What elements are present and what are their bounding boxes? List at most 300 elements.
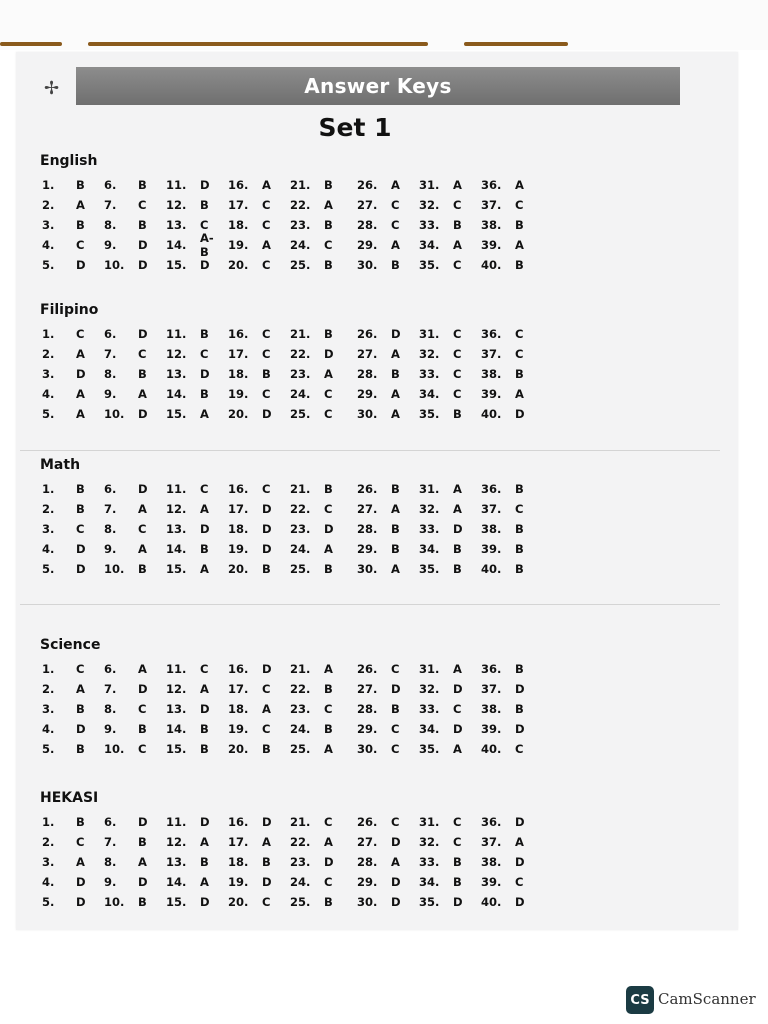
answer-letter: B: [515, 522, 524, 536]
answer-item: [40, 235, 102, 255]
answer-letter: B: [453, 407, 462, 421]
question-number: 38.: [481, 855, 502, 869]
answer-item: [164, 679, 226, 699]
answer-letter: C: [324, 387, 333, 401]
answer-item: [102, 255, 164, 275]
question-number: 15.: [166, 562, 187, 576]
question-number: 21.: [290, 327, 311, 341]
answer-letter: A: [200, 875, 209, 889]
answer-item: [417, 519, 479, 539]
question-number: 33.: [419, 855, 440, 869]
answer-letter: D: [138, 482, 148, 496]
question-number: 15.: [166, 895, 187, 909]
answer-item: [355, 852, 417, 872]
answer-item: [40, 699, 102, 719]
answer-item: [102, 235, 164, 255]
answer-letter: B: [515, 482, 524, 496]
question-number: 38.: [481, 367, 502, 381]
answer-item: [355, 195, 417, 215]
section-english: [40, 153, 560, 275]
answer-item: [288, 539, 355, 559]
answer-letter: B: [200, 327, 209, 341]
answer-item: [102, 404, 164, 424]
answer-item: [479, 679, 541, 699]
question-number: 18.: [228, 702, 249, 716]
question-number: 39.: [481, 722, 502, 736]
question-number: 23.: [290, 522, 311, 536]
question-number: 19.: [228, 542, 249, 556]
question-number: 14.: [166, 387, 187, 401]
question-number: 31.: [419, 327, 440, 341]
tape-strip: [0, 42, 62, 46]
question-number: 14.: [166, 875, 187, 889]
question-number: 30.: [357, 258, 378, 272]
question-number: 11.: [166, 662, 187, 676]
answer-letter: C: [262, 387, 271, 401]
question-number: 33.: [419, 522, 440, 536]
answer-item: [226, 872, 288, 892]
question-number: 2.: [42, 502, 55, 516]
answer-letter: D: [515, 815, 525, 829]
answer-letter: A: [453, 662, 462, 676]
question-number: 15.: [166, 407, 187, 421]
answer-grid: [40, 175, 560, 275]
answer-item: [164, 519, 226, 539]
answer-letter: C: [262, 482, 271, 496]
answer-letter: D: [324, 522, 334, 536]
answer-letter: C: [138, 702, 147, 716]
question-number: 25.: [290, 562, 311, 576]
answer-letter: B: [76, 702, 85, 716]
answer-letter: A: [324, 198, 333, 212]
answer-item: [40, 852, 102, 872]
answer-letter: C: [262, 682, 271, 696]
answer-item: [355, 519, 417, 539]
answer-item: [288, 215, 355, 235]
question-number: 21.: [290, 815, 311, 829]
answer-item: [164, 832, 226, 852]
answer-letter: B: [515, 702, 524, 716]
set-title: Set 1: [318, 113, 392, 142]
question-number: 8.: [104, 522, 117, 536]
answer-letter: D: [515, 855, 525, 869]
answer-item: [102, 559, 164, 579]
question-number: 9.: [104, 875, 117, 889]
question-number: 22.: [290, 347, 311, 361]
answer-letter: B: [262, 562, 271, 576]
answer-item: [102, 659, 164, 679]
answer-item: [479, 344, 541, 364]
question-number: 3.: [42, 367, 55, 381]
question-number: 26.: [357, 482, 378, 496]
answer-letter: D: [200, 522, 210, 536]
question-number: 40.: [481, 562, 502, 576]
question-number: 12.: [166, 198, 187, 212]
question-number: 11.: [166, 178, 187, 192]
answer-item: [288, 812, 355, 832]
answer-item: [40, 195, 102, 215]
answer-item: [226, 719, 288, 739]
question-number: 30.: [357, 562, 378, 576]
answer-letter: D: [138, 875, 148, 889]
question-number: 1.: [42, 815, 55, 829]
answer-letter: C: [391, 815, 400, 829]
question-number: 6.: [104, 482, 117, 496]
answer-item: [226, 479, 288, 499]
answer-letter: A: [76, 347, 85, 361]
question-number: 10.: [104, 258, 125, 272]
question-number: 6.: [104, 327, 117, 341]
answer-item: [40, 559, 102, 579]
answer-letter: D: [391, 682, 401, 696]
question-number: 5.: [42, 562, 55, 576]
answer-letter: A: [515, 238, 524, 252]
answer-item: [164, 344, 226, 364]
question-number: 19.: [228, 238, 249, 252]
answer-item: [226, 539, 288, 559]
answer-letter: A: [391, 347, 400, 361]
question-number: 32.: [419, 502, 440, 516]
question-number: 22.: [290, 835, 311, 849]
question-number: 4.: [42, 875, 55, 889]
answer-item: [164, 195, 226, 215]
answer-item: [40, 519, 102, 539]
answer-item: [417, 559, 479, 579]
question-number: 28.: [357, 218, 378, 232]
section-title: Math: [40, 457, 81, 473]
question-number: 16.: [228, 178, 249, 192]
answer-item: [355, 872, 417, 892]
answer-letter: C: [262, 218, 271, 232]
answer-item: [40, 719, 102, 739]
question-number: 6.: [104, 178, 117, 192]
question-number: 23.: [290, 702, 311, 716]
answer-item: [102, 324, 164, 344]
answer-item: [355, 235, 417, 255]
answer-letter: D: [138, 815, 148, 829]
answer-letter: B: [138, 218, 147, 232]
answer-item: [288, 719, 355, 739]
answer-item: [479, 812, 541, 832]
answer-letter: C: [262, 347, 271, 361]
answer-letter: C: [515, 742, 524, 756]
answer-letter: A: [391, 387, 400, 401]
answer-letter: A: [324, 742, 333, 756]
answer-item: [226, 364, 288, 384]
answer-grid: [40, 659, 560, 759]
question-number: 38.: [481, 522, 502, 536]
answer-letter: A: [391, 562, 400, 576]
question-number: 26.: [357, 327, 378, 341]
answer-letter: D: [138, 238, 148, 252]
question-number: 16.: [228, 327, 249, 341]
question-number: 8.: [104, 218, 117, 232]
answer-item: [417, 384, 479, 404]
answer-letter: C: [453, 815, 462, 829]
answer-letter: D: [262, 662, 272, 676]
answer-letter: C: [391, 198, 400, 212]
answer-item: [355, 384, 417, 404]
answer-letter: B: [391, 542, 400, 556]
answer-item: [164, 559, 226, 579]
answer-letter: B: [76, 502, 85, 516]
answer-letter: B: [515, 367, 524, 381]
camscanner-logo-icon: CS: [626, 986, 654, 1014]
answer-item: [102, 852, 164, 872]
question-number: 27.: [357, 502, 378, 516]
answer-letter: B: [453, 562, 462, 576]
answer-item: [40, 892, 102, 912]
answer-letter: D: [200, 702, 210, 716]
answer-letter: D: [76, 722, 86, 736]
answer-letter: D: [200, 815, 210, 829]
answer-letter: D: [200, 367, 210, 381]
question-number: 20.: [228, 407, 249, 421]
question-number: 14.: [166, 722, 187, 736]
question-number: 5.: [42, 742, 55, 756]
question-number: 32.: [419, 682, 440, 696]
question-number: 38.: [481, 702, 502, 716]
answer-item: [102, 892, 164, 912]
answer-letter: C: [324, 702, 333, 716]
question-number: 36.: [481, 662, 502, 676]
question-number: 35.: [419, 742, 440, 756]
answer-letter: A: [324, 835, 333, 849]
question-number: 6.: [104, 815, 117, 829]
answer-letter: B: [200, 387, 209, 401]
answer-item: [40, 832, 102, 852]
answer-item: [102, 872, 164, 892]
answer-item: [226, 499, 288, 519]
answer-letter: B: [391, 482, 400, 496]
answer-item: [479, 892, 541, 912]
section-hekasi: [40, 790, 560, 912]
answer-item: [40, 175, 102, 195]
question-number: 10.: [104, 407, 125, 421]
answer-letter: A: [138, 542, 147, 556]
answer-letter: C: [262, 722, 271, 736]
answer-item: [164, 255, 226, 275]
answer-letter: B: [324, 562, 333, 576]
answer-item: [288, 519, 355, 539]
answer-item: [102, 364, 164, 384]
answer-letter: B: [76, 815, 85, 829]
question-number: 7.: [104, 198, 117, 212]
section-science: [40, 637, 560, 759]
question-number: 18.: [228, 367, 249, 381]
answer-item: [164, 404, 226, 424]
answer-letter: A: [391, 407, 400, 421]
answer-item: [288, 235, 355, 255]
question-number: 20.: [228, 562, 249, 576]
answer-item: [226, 659, 288, 679]
question-number: 20.: [228, 742, 249, 756]
answer-item: [164, 231, 226, 259]
question-number: 22.: [290, 502, 311, 516]
question-number: 12.: [166, 347, 187, 361]
answer-letter: D: [262, 875, 272, 889]
answer-item: [355, 215, 417, 235]
answer-item: [164, 539, 226, 559]
answer-item: [288, 499, 355, 519]
section-title: HEKASI: [40, 790, 99, 806]
answer-item: [164, 812, 226, 832]
answer-letter: C: [324, 407, 333, 421]
question-number: 39.: [481, 875, 502, 889]
answer-item: [479, 559, 541, 579]
answer-item: [226, 235, 288, 255]
answer-letter: C: [262, 895, 271, 909]
answer-item: [355, 324, 417, 344]
answer-item: [479, 499, 541, 519]
question-number: 3.: [42, 855, 55, 869]
answer-item: [479, 215, 541, 235]
answer-letter: C: [324, 815, 333, 829]
answer-item: [226, 344, 288, 364]
answer-item: [226, 324, 288, 344]
question-number: 17.: [228, 502, 249, 516]
answer-item: [417, 175, 479, 195]
answer-item: [226, 404, 288, 424]
question-number: 8.: [104, 367, 117, 381]
question-number: 8.: [104, 855, 117, 869]
question-number: 15.: [166, 742, 187, 756]
question-number: 28.: [357, 702, 378, 716]
answer-item: [288, 559, 355, 579]
answer-letter: D: [76, 367, 86, 381]
answer-item: [102, 519, 164, 539]
question-number: 18.: [228, 522, 249, 536]
question-number: 13.: [166, 702, 187, 716]
question-number: 5.: [42, 258, 55, 272]
question-number: 10.: [104, 562, 125, 576]
answer-item: [288, 479, 355, 499]
question-number: 16.: [228, 662, 249, 676]
question-number: 21.: [290, 662, 311, 676]
answer-letter: B: [76, 742, 85, 756]
answer-item: [417, 344, 479, 364]
answer-letter: A: [76, 855, 85, 869]
answer-letter: D: [453, 895, 463, 909]
answer-item: [355, 479, 417, 499]
answer-item: [164, 739, 226, 759]
answer-letter: C: [262, 258, 271, 272]
answer-letter: C: [453, 258, 462, 272]
answer-item: [226, 832, 288, 852]
answer-item: [288, 699, 355, 719]
answer-item: [417, 364, 479, 384]
answer-letter: C: [515, 327, 524, 341]
answer-item: [40, 324, 102, 344]
question-number: 1.: [42, 178, 55, 192]
answer-item: [226, 739, 288, 759]
answer-letter: C: [391, 722, 400, 736]
answer-letter: B: [200, 542, 209, 556]
answer-letter: D: [453, 682, 463, 696]
tape-strip: [88, 42, 428, 46]
answer-item: [479, 659, 541, 679]
answer-item: [102, 479, 164, 499]
answer-item: [417, 679, 479, 699]
answer-item: [40, 404, 102, 424]
answer-item: [355, 559, 417, 579]
answer-letter: C: [76, 238, 85, 252]
answer-letter: B: [391, 367, 400, 381]
answer-item: [417, 812, 479, 832]
question-number: 24.: [290, 387, 311, 401]
answer-letter: B: [391, 522, 400, 536]
answer-grid: [40, 324, 560, 424]
answer-letter: B: [262, 855, 271, 869]
question-number: 37.: [481, 682, 502, 696]
question-number: 37.: [481, 198, 502, 212]
answer-letter: A: [76, 387, 85, 401]
question-number: 17.: [228, 347, 249, 361]
answer-item: [164, 872, 226, 892]
question-number: 4.: [42, 238, 55, 252]
question-number: 30.: [357, 742, 378, 756]
answer-letter: A: [200, 835, 209, 849]
answer-letter: C: [200, 482, 209, 496]
question-number: 3.: [42, 218, 55, 232]
answer-item: [417, 739, 479, 759]
question-number: 39.: [481, 238, 502, 252]
question-number: 2.: [42, 682, 55, 696]
answer-keys-banner: Answer Keys: [76, 67, 680, 105]
question-number: 24.: [290, 722, 311, 736]
answer-item: [164, 892, 226, 912]
question-number: 14.: [166, 238, 187, 252]
answer-letter: B: [324, 895, 333, 909]
answer-letter: D: [262, 815, 272, 829]
answer-letter: C: [76, 522, 85, 536]
answer-item: [102, 812, 164, 832]
answer-letter: B: [453, 542, 462, 556]
question-number: 28.: [357, 367, 378, 381]
answer-letter: C: [138, 347, 147, 361]
answer-item: [355, 832, 417, 852]
answer-letter: D: [262, 542, 272, 556]
answer-letter: A: [391, 238, 400, 252]
answer-item: [226, 519, 288, 539]
answer-letter: B: [391, 258, 400, 272]
question-number: 22.: [290, 198, 311, 212]
answer-letter: C: [515, 198, 524, 212]
fold-line: [20, 604, 720, 605]
question-number: 17.: [228, 835, 249, 849]
answer-letter: A: [324, 367, 333, 381]
question-number: 36.: [481, 482, 502, 496]
answer-item: [417, 872, 479, 892]
answer-item: [288, 679, 355, 699]
answer-letter: B: [515, 562, 524, 576]
question-number: 19.: [228, 722, 249, 736]
answer-letter: C: [453, 387, 462, 401]
answer-item: [417, 852, 479, 872]
question-number: 34.: [419, 387, 440, 401]
question-number: 29.: [357, 387, 378, 401]
answer-letter: B: [262, 742, 271, 756]
question-number: 11.: [166, 482, 187, 496]
question-number: 38.: [481, 218, 502, 232]
question-number: 2.: [42, 835, 55, 849]
answer-item: [164, 175, 226, 195]
answer-item: [102, 679, 164, 699]
answer-letter: B: [391, 702, 400, 716]
answer-item: [102, 175, 164, 195]
answer-item: [479, 324, 541, 344]
question-number: 34.: [419, 722, 440, 736]
